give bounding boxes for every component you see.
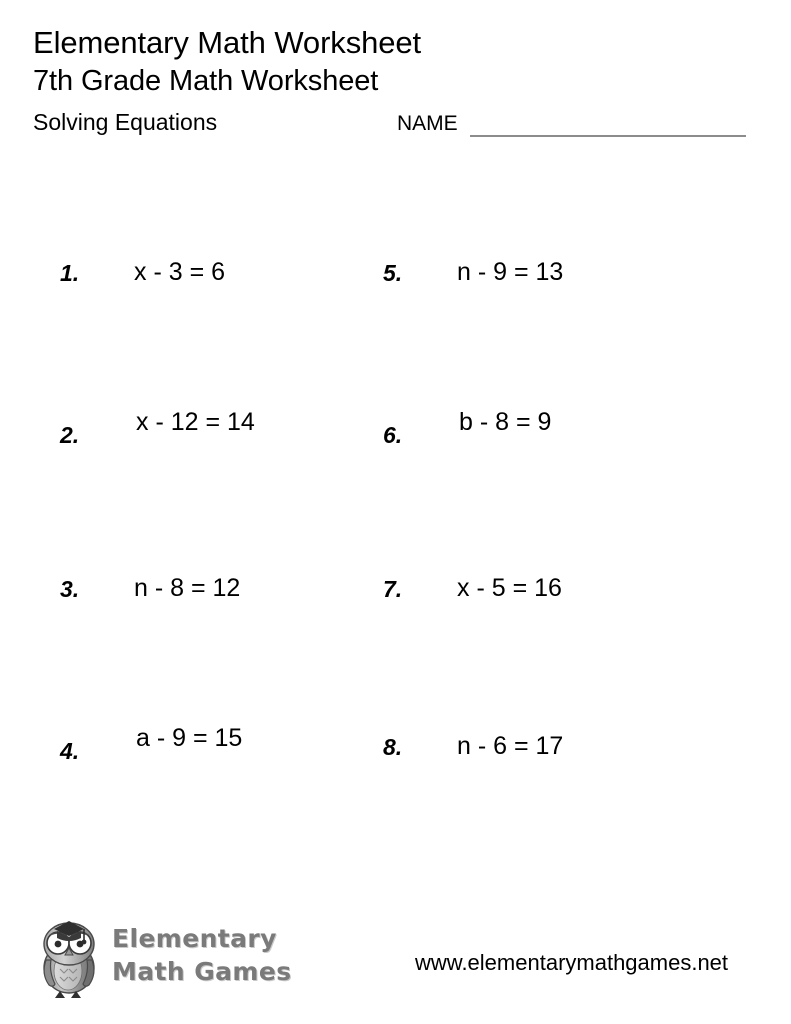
problem-row xyxy=(0,562,791,720)
problem-list xyxy=(0,246,791,878)
owl-mascot-icon xyxy=(30,916,108,1000)
page-title: Elementary Math Worksheet xyxy=(33,25,422,60)
worksheet-topic: Solving Equations xyxy=(33,109,218,135)
problem-equation: b - 8 = 9 xyxy=(459,408,552,436)
problem-equation: a - 9 = 15 xyxy=(136,724,243,752)
problem-equation: x - 3 = 6 xyxy=(134,258,226,286)
problem-number: 7. xyxy=(383,576,403,602)
name-input-line[interactable] xyxy=(470,135,746,137)
problem-equation: n - 8 = 12 xyxy=(134,574,241,602)
problem-number: 4. xyxy=(60,738,80,764)
site-logo xyxy=(30,916,292,1000)
problem-number: 5. xyxy=(383,260,403,286)
problem-equation: n - 6 = 17 xyxy=(457,732,564,760)
logo-wordmark xyxy=(112,922,292,994)
logo-line-1: Elementary xyxy=(112,924,277,953)
name-label: NAME xyxy=(397,112,458,135)
problem-row xyxy=(0,404,791,562)
problem-equation: x - 5 = 16 xyxy=(457,574,562,602)
problem-number: 1. xyxy=(60,260,80,286)
problem-equation: n - 9 = 13 xyxy=(457,258,564,286)
logo-line-2: Math Games xyxy=(112,957,292,986)
problem-row xyxy=(0,246,791,404)
problem-row xyxy=(0,720,791,878)
problem-number: 2. xyxy=(60,422,80,448)
page-subtitle: 7th Grade Math Worksheet xyxy=(33,65,379,97)
problem-equation: x - 12 = 14 xyxy=(136,408,255,436)
problem-number: 3. xyxy=(60,576,80,602)
problem-number: 8. xyxy=(383,734,403,760)
problem-number: 6. xyxy=(383,422,403,448)
site-url: www.elementarymathgames.net xyxy=(415,950,729,975)
